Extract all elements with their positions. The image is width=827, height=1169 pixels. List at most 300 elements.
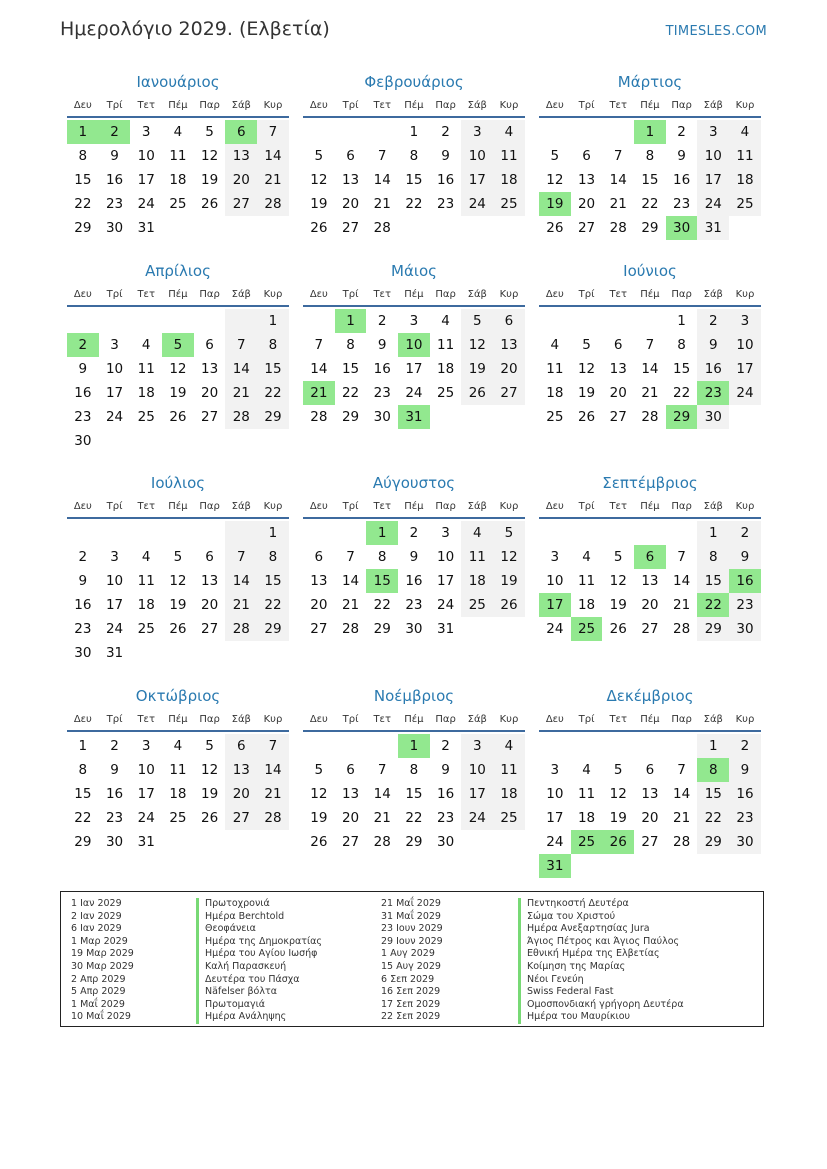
- day-cell: 26: [609, 621, 627, 637]
- day-cell: 17: [437, 573, 455, 589]
- day-cell: 10: [461, 758, 493, 782]
- day-cell: 26: [310, 220, 328, 236]
- day-cell: 14: [257, 758, 289, 782]
- day-cell: 10: [105, 573, 124, 589]
- day-cell: 14: [641, 361, 659, 377]
- day-cell: 30: [74, 433, 92, 449]
- day-cell: 24: [405, 385, 423, 401]
- empty-cell: [539, 120, 571, 144]
- weekday-label: Τρί: [578, 714, 595, 725]
- day-cell: 7: [225, 545, 257, 569]
- day-cell: 10: [137, 148, 155, 164]
- day-cell: 14: [310, 361, 328, 377]
- day-cell: 19: [201, 172, 219, 188]
- day-cell: 24: [137, 810, 155, 826]
- legend-date: 23 Ιουν 2029: [381, 923, 443, 935]
- holiday-day: 1: [398, 734, 430, 758]
- day-cell: 12: [310, 786, 328, 802]
- day-cell: 26: [310, 834, 328, 850]
- day-cell: 22: [74, 810, 92, 826]
- day-cell: 16: [405, 573, 423, 589]
- day-cell: 4: [441, 313, 450, 329]
- legend-date: 1 Μαρ 2029: [71, 935, 128, 947]
- day-cell: 10: [437, 549, 455, 565]
- holiday-day: 5: [162, 333, 194, 357]
- day-cell: 4: [493, 120, 525, 144]
- legend-names-col-1: [196, 898, 322, 1024]
- legend-holiday-name: Εθνική Ημέρα της Ελβετίας: [518, 948, 684, 961]
- weekday-label: Τετ: [609, 100, 627, 111]
- weekday-header: [303, 96, 525, 118]
- day-cell: 13: [225, 144, 257, 168]
- day-cell: 14: [673, 573, 691, 589]
- day-cell: 29: [257, 405, 289, 429]
- month-block: [67, 471, 289, 665]
- weekday-label: Τρί: [342, 100, 359, 111]
- day-cell: 10: [546, 573, 564, 589]
- legend-date: 6 Σεπ 2029: [381, 973, 435, 985]
- day-cell: 13: [201, 361, 219, 377]
- weekday-label: Σάβ: [703, 100, 723, 111]
- day-cell: 11: [137, 361, 155, 377]
- weekday-label: Κυρ: [499, 501, 519, 512]
- legend-date: 30 Μαρ 2029: [71, 960, 134, 972]
- day-cell: 24: [546, 621, 564, 637]
- day-cell: 15: [74, 786, 92, 802]
- day-cell: 20: [609, 385, 627, 401]
- day-cell: 5: [205, 738, 214, 754]
- legend-holiday-name: Πρωτομαγιά: [196, 999, 322, 1012]
- holiday-day: 1: [335, 309, 367, 333]
- day-cell: 28: [373, 220, 391, 236]
- weekday-label: Δευ: [73, 289, 92, 300]
- empty-cell: [571, 309, 603, 333]
- day-cell: 28: [225, 405, 257, 429]
- empty-cell: [602, 521, 634, 545]
- day-cell: 13: [341, 172, 360, 188]
- day-cell: 3: [729, 309, 761, 333]
- day-cell: 8: [346, 337, 355, 353]
- day-cell: 28: [225, 617, 257, 641]
- day-cell: 5: [613, 762, 623, 778]
- site-link[interactable]: TIMESLES.COM: [665, 24, 767, 39]
- day-cell: 11: [169, 762, 187, 778]
- day-cell: 31: [137, 834, 155, 850]
- day-cell: 15: [74, 172, 92, 188]
- day-cell: 2: [441, 738, 450, 754]
- legend-holiday-name: Ημέρα του Μαυρίκιου: [518, 1011, 684, 1024]
- day-cell: 13: [310, 573, 328, 589]
- weekday-label: Τρί: [342, 501, 359, 512]
- weekday-label: Σάβ: [703, 289, 723, 300]
- day-cell: 15: [405, 786, 423, 802]
- holiday-day: 6: [225, 120, 257, 144]
- day-cell: 4: [550, 337, 560, 353]
- weekday-label: Τετ: [609, 501, 627, 512]
- weekday-label: Τετ: [609, 714, 627, 725]
- day-cell: 20: [201, 597, 219, 613]
- day-cell: 9: [110, 148, 119, 164]
- legend-date: 1 Αυγ 2029: [381, 948, 435, 960]
- weekday-label: Κυρ: [499, 100, 519, 111]
- day-cell: 25: [437, 385, 455, 401]
- legend-date: 1 Ιαν 2029: [71, 898, 122, 909]
- day-cell: 26: [493, 593, 525, 617]
- empty-cell: [571, 120, 603, 144]
- holiday-day: 8: [697, 758, 729, 782]
- weekday-label: Τρί: [106, 289, 123, 300]
- day-cell: 12: [461, 333, 493, 357]
- day-cell: 27: [493, 381, 525, 405]
- weekday-label: Σάβ: [231, 501, 251, 512]
- empty-cell: [67, 521, 99, 545]
- legend-holiday-name: Näfelser βόλτα: [196, 986, 322, 999]
- day-cell: 3: [110, 337, 119, 353]
- day-cell: 16: [74, 597, 92, 613]
- weekday-label: Τρί: [106, 100, 123, 111]
- month-block: [303, 684, 525, 854]
- day-cell: 30: [729, 830, 761, 854]
- day-cell: 11: [546, 361, 564, 377]
- day-cell: 11: [169, 148, 187, 164]
- holiday-day: 1: [634, 120, 666, 144]
- empty-cell: [539, 309, 571, 333]
- empty-cell: [225, 309, 257, 333]
- day-cell: 29: [74, 834, 92, 850]
- weekday-label: Δευ: [545, 289, 564, 300]
- day-cell: 17: [461, 168, 493, 192]
- day-cell: 16: [437, 172, 455, 188]
- day-grid: [67, 521, 289, 665]
- legend-holiday-name: Πεντηκοστή Δευτέρα: [518, 898, 684, 911]
- day-cell: 16: [74, 385, 92, 401]
- day-cell: 6: [613, 337, 623, 353]
- day-cell: 30: [74, 645, 92, 661]
- legend-date: 6 Ιαν 2029: [71, 923, 122, 935]
- day-cell: 15: [697, 782, 729, 806]
- day-cell: 1: [257, 521, 289, 545]
- day-cell: 26: [546, 220, 564, 236]
- empty-cell: [67, 309, 99, 333]
- day-cell: 9: [729, 545, 761, 569]
- legend-holiday-name: Κοίμηση της Μαρίας: [518, 961, 684, 974]
- day-cell: 19: [577, 385, 596, 401]
- day-grid: [303, 120, 525, 240]
- day-cell: 31: [137, 220, 155, 236]
- month-name: Αύγουστος: [372, 474, 456, 492]
- empty-cell: [99, 309, 131, 333]
- day-cell: 25: [493, 806, 525, 830]
- day-cell: 12: [169, 573, 187, 589]
- legend-holiday-name: Θεοφάνεια: [196, 923, 322, 936]
- day-cell: 16: [373, 361, 391, 377]
- empty-cell: [634, 734, 666, 758]
- weekday-label: Σάβ: [703, 501, 723, 512]
- day-cell: 28: [641, 409, 659, 425]
- holiday-day: 6: [634, 545, 666, 569]
- weekday-label: Πέμ: [404, 100, 424, 111]
- day-cell: 26: [201, 196, 219, 212]
- day-grid: [303, 521, 525, 641]
- day-cell: 11: [577, 786, 596, 802]
- empty-cell: [130, 309, 162, 333]
- day-cell: 25: [461, 593, 493, 617]
- weekday-label: Τετ: [137, 289, 155, 300]
- day-cell: 21: [341, 597, 360, 613]
- empty-cell: [303, 120, 335, 144]
- legend-holiday-name: Καλή Παρασκευή: [196, 961, 322, 974]
- weekday-label: Σάβ: [703, 714, 723, 725]
- day-cell: 8: [257, 333, 289, 357]
- day-cell: 2: [441, 124, 450, 140]
- month-name: Ιούλιος: [150, 474, 206, 492]
- day-cell: 12: [577, 361, 596, 377]
- day-cell: 14: [609, 172, 627, 188]
- day-cell: 8: [645, 148, 655, 164]
- day-cell: 30: [437, 834, 455, 850]
- weekday-label: Παρ: [671, 714, 692, 725]
- day-cell: 31: [437, 621, 455, 637]
- day-cell: 7: [377, 148, 387, 164]
- day-cell: 30: [105, 834, 124, 850]
- page-title: Ημερολόγιο 2029. (Ελβετία): [60, 18, 330, 40]
- month-block: [303, 259, 525, 429]
- day-cell: 3: [110, 549, 119, 565]
- day-cell: 22: [74, 196, 92, 212]
- day-cell: 9: [78, 361, 88, 377]
- day-cell: 26: [461, 381, 493, 405]
- weekday-label: Πέμ: [404, 501, 424, 512]
- day-cell: 18: [493, 168, 525, 192]
- weekday-label: Παρ: [199, 714, 220, 725]
- holiday-day: 31: [398, 405, 430, 429]
- day-cell: 26: [169, 409, 187, 425]
- day-cell: 22: [673, 385, 691, 401]
- day-cell: 21: [373, 196, 391, 212]
- day-cell: 9: [377, 337, 387, 353]
- holiday-day: 25: [571, 830, 603, 854]
- day-cell: 5: [314, 762, 324, 778]
- weekday-label: Σάβ: [467, 289, 487, 300]
- day-cell: 9: [78, 573, 88, 589]
- empty-cell: [162, 521, 194, 545]
- day-cell: 6: [225, 734, 257, 758]
- weekday-label: Τρί: [106, 714, 123, 725]
- day-cell: 17: [137, 172, 155, 188]
- weekday-label: Πέμ: [168, 714, 188, 725]
- weekday-label: Σάβ: [231, 100, 251, 111]
- day-cell: 20: [577, 196, 596, 212]
- day-cell: 11: [461, 545, 493, 569]
- day-cell: 29: [341, 409, 360, 425]
- month-block: [303, 471, 525, 641]
- weekday-label: Κυρ: [499, 714, 519, 725]
- day-cell: 15: [257, 569, 289, 593]
- weekday-label: Κυρ: [263, 289, 283, 300]
- day-cell: 10: [729, 333, 761, 357]
- day-cell: 25: [729, 192, 761, 216]
- day-cell: 8: [377, 549, 387, 565]
- day-cell: 12: [169, 361, 187, 377]
- day-cell: 6: [205, 549, 214, 565]
- day-cell: 11: [437, 337, 455, 353]
- day-cell: 9: [409, 549, 419, 565]
- day-cell: 10: [546, 786, 564, 802]
- day-cell: 28: [257, 806, 289, 830]
- day-cell: 4: [173, 124, 183, 140]
- holiday-day: 26: [602, 830, 634, 854]
- day-cell: 7: [346, 549, 355, 565]
- day-cell: 5: [550, 148, 560, 164]
- day-cell: 6: [346, 148, 355, 164]
- empty-cell: [634, 309, 666, 333]
- day-cell: 24: [697, 192, 729, 216]
- day-cell: 21: [373, 810, 391, 826]
- holiday-day: 22: [697, 593, 729, 617]
- weekday-label: Παρ: [435, 289, 456, 300]
- month-block: [539, 684, 761, 878]
- day-cell: 21: [673, 597, 691, 613]
- day-cell: 11: [577, 573, 596, 589]
- day-cell: 13: [201, 573, 219, 589]
- legend-holiday-name: Νέοι Γενεύη: [518, 974, 684, 987]
- month-name: Απρίλιος: [145, 262, 211, 280]
- day-cell: 6: [314, 549, 324, 565]
- month-block: [539, 70, 761, 240]
- day-cell: 22: [641, 196, 659, 212]
- day-cell: 21: [641, 385, 659, 401]
- weekday-label: Σάβ: [231, 289, 251, 300]
- day-cell: 17: [105, 385, 124, 401]
- day-cell: 6: [645, 762, 655, 778]
- empty-cell: [335, 734, 367, 758]
- weekday-label: Τρί: [578, 501, 595, 512]
- day-cell: 17: [105, 597, 124, 613]
- day-cell: 19: [609, 597, 627, 613]
- day-cell: 13: [225, 758, 257, 782]
- day-cell: 3: [697, 120, 729, 144]
- weekday-label: Σάβ: [467, 501, 487, 512]
- day-cell: 16: [437, 786, 455, 802]
- weekday-header: [67, 710, 289, 732]
- weekday-label: Πέμ: [404, 714, 424, 725]
- day-grid: [67, 309, 289, 453]
- day-cell: 29: [74, 220, 92, 236]
- day-grid: [539, 521, 761, 641]
- weekday-label: Παρ: [671, 100, 692, 111]
- day-cell: 24: [437, 597, 455, 613]
- legend-date: 15 Αυγ 2029: [381, 960, 441, 972]
- day-cell: 21: [257, 782, 289, 806]
- day-cell: 8: [78, 762, 88, 778]
- empty-cell: [571, 521, 603, 545]
- holiday-day: 1: [366, 521, 398, 545]
- day-cell: 13: [641, 573, 659, 589]
- day-cell: 19: [310, 196, 328, 212]
- day-cell: 7: [257, 120, 289, 144]
- day-cell: 5: [582, 337, 591, 353]
- day-cell: 29: [257, 617, 289, 641]
- weekday-label: Παρ: [199, 501, 220, 512]
- day-cell: 24: [546, 834, 564, 850]
- day-cell: 27: [201, 409, 219, 425]
- day-cell: 5: [205, 124, 214, 140]
- day-cell: 2: [677, 124, 686, 140]
- empty-cell: [666, 734, 698, 758]
- day-cell: 12: [310, 172, 328, 188]
- day-cell: 2: [729, 521, 761, 545]
- day-cell: 20: [225, 168, 257, 192]
- weekday-label: Παρ: [199, 100, 220, 111]
- day-cell: 23: [74, 621, 92, 637]
- day-cell: 4: [141, 549, 151, 565]
- day-cell: 24: [461, 192, 493, 216]
- day-cell: 17: [546, 810, 564, 826]
- day-cell: 4: [582, 762, 591, 778]
- day-grid: [67, 120, 289, 240]
- day-grid: [539, 734, 761, 878]
- month-name: Δεκέμβριος: [606, 687, 694, 705]
- weekday-header: [539, 710, 761, 732]
- day-cell: 11: [729, 144, 761, 168]
- day-cell: 11: [137, 573, 155, 589]
- day-cell: 18: [729, 168, 761, 192]
- day-cell: 23: [373, 385, 391, 401]
- month-block: [539, 471, 761, 641]
- day-cell: 14: [673, 786, 691, 802]
- day-cell: 9: [441, 148, 450, 164]
- month-block: [539, 259, 761, 429]
- legend-holiday-name: Άγιος Πέτρος και Άγιος Παύλος: [518, 936, 684, 949]
- weekday-label: Τετ: [373, 289, 391, 300]
- day-cell: 30: [729, 617, 761, 641]
- day-cell: 15: [341, 361, 360, 377]
- weekday-label: Δευ: [309, 100, 328, 111]
- day-cell: 25: [493, 192, 525, 216]
- day-grid: [303, 734, 525, 854]
- empty-cell: [162, 309, 194, 333]
- weekday-label: Κυρ: [735, 289, 755, 300]
- day-cell: 1: [697, 734, 729, 758]
- legend-date: 29 Ιουν 2029: [381, 935, 443, 947]
- day-cell: 29: [697, 830, 729, 854]
- holiday-day: 31: [539, 854, 571, 878]
- day-cell: 27: [641, 834, 659, 850]
- day-cell: 3: [141, 738, 151, 754]
- day-cell: 25: [169, 810, 187, 826]
- legend-holiday-name: Ημέρα Ανεξαρτησίας Jura: [518, 923, 684, 936]
- day-cell: 13: [341, 786, 360, 802]
- day-cell: 9: [697, 333, 729, 357]
- day-cell: 20: [201, 385, 219, 401]
- day-cell: 7: [677, 549, 686, 565]
- weekday-label: Κυρ: [499, 289, 519, 300]
- holiday-day: 1: [67, 120, 99, 144]
- day-cell: 23: [729, 593, 761, 617]
- day-grid: [303, 309, 525, 429]
- day-cell: 14: [225, 569, 257, 593]
- day-cell: 31: [697, 216, 729, 240]
- month-name: Φεβρουάριος: [364, 73, 464, 91]
- day-cell: 24: [105, 621, 124, 637]
- day-cell: 27: [341, 220, 360, 236]
- day-cell: 27: [225, 192, 257, 216]
- day-cell: 7: [314, 337, 324, 353]
- weekday-label: Τρί: [342, 289, 359, 300]
- weekday-label: Πέμ: [168, 100, 188, 111]
- weekday-label: Πέμ: [640, 100, 660, 111]
- weekday-header: [67, 96, 289, 118]
